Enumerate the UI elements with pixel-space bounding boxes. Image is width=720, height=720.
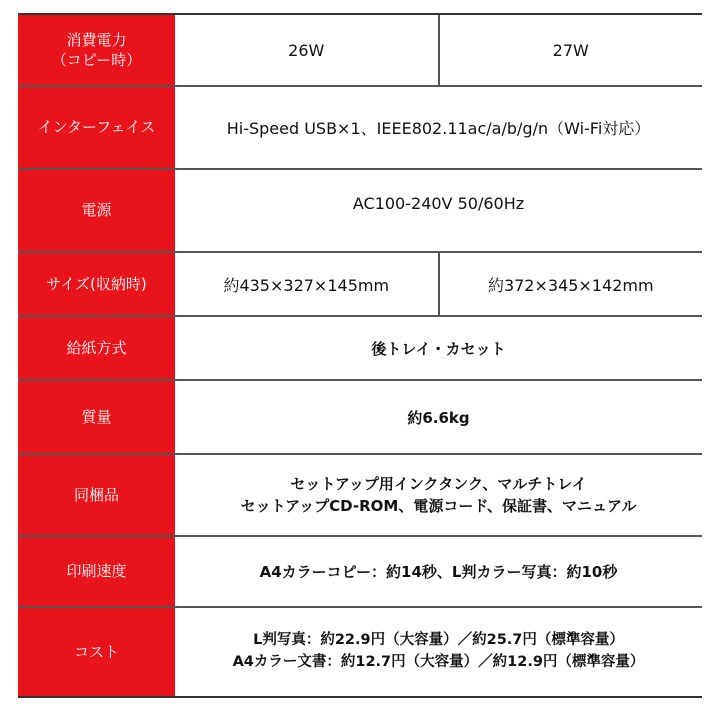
spec-row-size (18, 253, 702, 317)
spec-row-paper-feed (18, 317, 702, 381)
row-value-cost: L判写真：約22.9円（大容量）／約25.7円（標準容量） A4カラー文書：約12.7円（大容量）／約12.9円（標準容量） (232, 632, 645, 670)
power-value-left: 26W (175, 15, 440, 85)
row-value-included: セットアップ用インクタンク、マルチトレイ セットアップCD-ROM、電源コード、保証書、マニュアル (240, 474, 637, 515)
row-value-paper-feed: 後トレイ・カセット (371, 339, 506, 358)
row-label-weight: 質量 (18, 381, 175, 453)
row-label-power-supply: 電源 (18, 170, 175, 251)
row-label-paper-feed: 給紙方式 (18, 317, 175, 379)
row-value-power-supply: AC100-240V 50/60Hz (352, 194, 525, 213)
row-value-size (175, 253, 702, 315)
spec-row-included (18, 455, 702, 537)
size-value-right: 約372×345×142mm (487, 275, 654, 295)
row-value-weight: 約6.6kg (407, 408, 470, 427)
spec-row-weight (18, 381, 702, 455)
size-value-left: 約435×327×145mm (175, 253, 440, 315)
spec-row-power-supply (18, 170, 702, 253)
row-value-interface: Hi-Speed USB×1、IEEE802.11ac/a/b/g/n（Wi-Fi対応） (226, 119, 651, 138)
spec-row-power (18, 15, 702, 87)
spec-table (18, 13, 702, 698)
row-label-interface: インターフェイス (18, 87, 175, 168)
spec-row-print-speed (18, 537, 702, 608)
row-label-size: サイズ(収納時) (18, 253, 175, 315)
row-label-power: 消費電力 （コピー時） (18, 15, 175, 85)
row-value-print-speed: A4カラーコピー：約14秒、L判カラー写真：約10秒 (259, 563, 618, 581)
spec-row-cost (18, 608, 702, 696)
row-label-cost: コスト (18, 608, 175, 696)
power-value-right: 27W (552, 40, 589, 60)
row-value-power (175, 15, 702, 85)
row-label-included: 同梱品 (18, 455, 175, 535)
spec-row-interface (18, 87, 702, 170)
row-label-print-speed: 印刷速度 (18, 537, 175, 606)
